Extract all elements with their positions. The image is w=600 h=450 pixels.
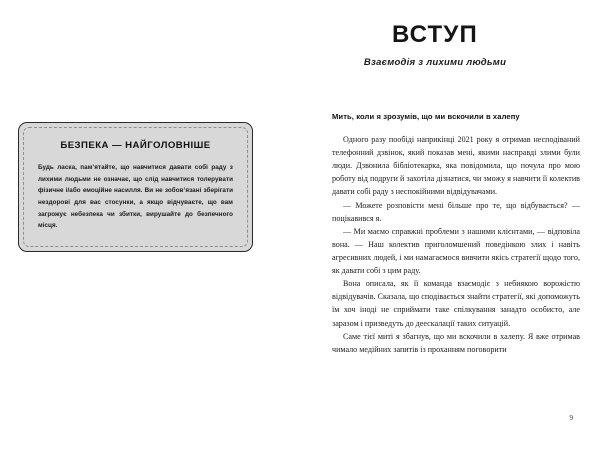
callout-body-text: Будь ласка, пам’ятайте, що навчитися давати собі раду з лихими людьми не означає, що слід навчитися толерувати фізичне і/або емоційне насилля. Ви не зобов’язані зберігати нездорові для вас стосунки, а якщо відчуваєте, що вам загрожує небезпека чи збитки, вирушайте до безпечного місця. <box>38 164 233 230</box>
body-paragraph: — Ми маємо справжні проблеми з нашими клієнтами, — відповіла вона. — Наш колектив приголомшений поведінкою злих і навіть агресивних людей, і ми намагаємося вивчити якісь стратегії щодо того, як давати собі з цим раду. <box>332 226 580 276</box>
callout-inner-frame <box>23 127 248 247</box>
body-paragraph: Вона описала, як її команда взаємодіє з небиякою ворожістю відвідувачів. Сказала, що сподівається знайти стратегії, які допоможуть їм хоч іноді не сприймати таке спілкування занадто особисто, але зaразом і призведуть до деескалації таких ситуацій. <box>332 279 580 328</box>
section-heading: Мить, коли я зрозумів, що ми вскочили в халепу <box>332 112 520 121</box>
page-title: ВСТУП <box>392 21 478 48</box>
callout-title: БЕЗПЕКА — НАЙГОЛОВНІШЕ <box>60 140 211 151</box>
body-paragraph: — Можете розповісти мені більше про те, що відбувається? — поцікавився я. <box>332 200 580 223</box>
main-text-column <box>332 112 580 356</box>
body-paragraph: Саме тієї миті я збагнув, що ми вскочили в халепу. Я вже отримав чимало медійних запитів із проханням поговорити <box>332 331 580 354</box>
safety-callout-box <box>18 122 253 252</box>
chapter-header <box>300 22 570 68</box>
body-paragraph: Одного разу пообіді наприкінці 2021 року я отримав несподіваний телефонний дзвінок, який показав мені, якими насправді злими були люди. Дзвонила бібліотекарка, яка повідомила, що почула про мою роботу від подруги й захотіла дізнатися, чи зможу я навчити її колектив давати собі раду з неспокійними відвідувачами. <box>332 135 580 197</box>
page-number: 9 <box>569 414 573 422</box>
chapter-subtitle: Взаємодія з лихими людьми <box>363 57 507 69</box>
